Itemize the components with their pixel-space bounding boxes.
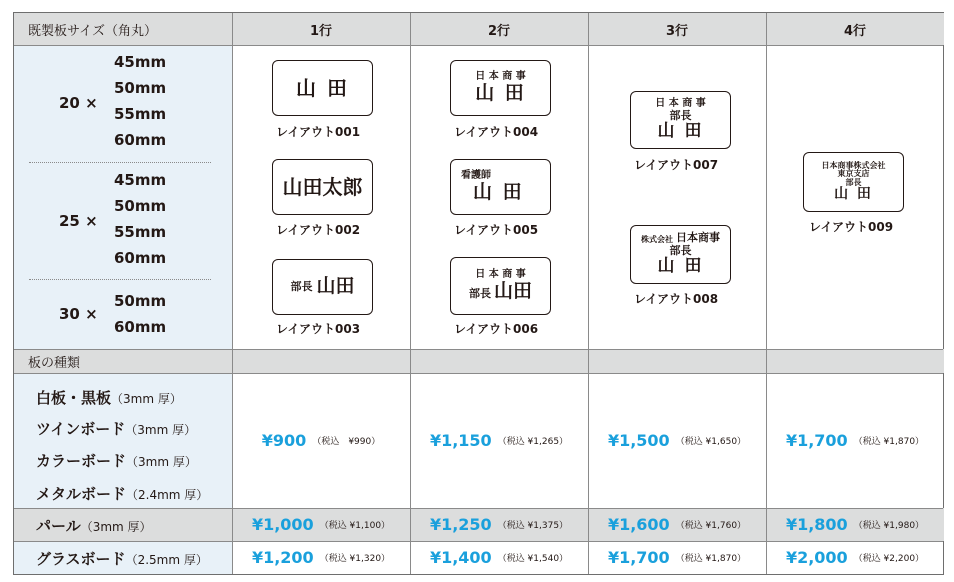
material-name: グラスボード <box>36 550 126 568</box>
price-glass-1 <box>232 541 410 574</box>
price-value: ¥1,000 <box>251 515 314 534</box>
layout-label: レイアウト004 <box>454 125 539 139</box>
plate-branch: 東京支店 <box>837 169 870 179</box>
price-tax: （税込 ¥1,375） <box>497 521 569 531</box>
price-tax: （税込 ¥2,200） <box>853 554 925 564</box>
plate-layout-003 <box>272 259 373 315</box>
price-value: ¥1,600 <box>607 515 670 534</box>
material-thickness: （3mm 厚） <box>111 392 182 406</box>
header-1-line: 1行 <box>232 13 410 45</box>
row-divider <box>14 373 943 374</box>
column-divider <box>232 13 233 574</box>
price-tax: （税込 ¥1,760） <box>675 521 747 531</box>
price-basic-4 <box>766 373 944 508</box>
plate-layout-002 <box>272 159 373 215</box>
price-glass-3 <box>588 541 766 574</box>
size-group-25 <box>14 167 232 277</box>
column-divider <box>766 13 767 574</box>
row-divider <box>14 349 943 350</box>
plate-title: 部長 <box>468 287 491 301</box>
plate-text: 山 田 <box>296 75 349 100</box>
size-length: 50mm <box>114 197 167 215</box>
header-2-lines: 2行 <box>410 13 588 45</box>
plate-title: 部長 <box>845 177 862 187</box>
price-tax: （税込 ¥1,870） <box>675 554 747 564</box>
material-thickness: （3mm 厚） <box>126 455 197 469</box>
price-glass-4 <box>766 541 944 574</box>
plate-layout-004 <box>450 60 551 116</box>
price-tax: （税込 ¥1,100） <box>319 521 391 531</box>
size-base: 25 × <box>59 212 98 230</box>
layout-label: レイアウト008 <box>634 292 719 306</box>
price-pearl-2 <box>410 508 588 541</box>
material-thickness: （3mm 厚） <box>80 520 152 534</box>
plate-name: 山 田 <box>834 186 873 203</box>
price-basic-2 <box>410 373 588 508</box>
plate-company: 日 本 商 事 <box>655 98 706 110</box>
plate-name: 山田 <box>316 275 355 298</box>
plate-layout-006 <box>450 257 551 315</box>
row-divider <box>14 508 943 509</box>
price-value: ¥1,200 <box>251 548 314 567</box>
header-3-lines: 3行 <box>588 13 766 45</box>
size-group-20 <box>14 49 232 159</box>
material-name: カラーボード <box>36 452 127 470</box>
material-thickness: （3mm 厚） <box>125 423 197 437</box>
plate-company: 日本商事 <box>676 231 720 245</box>
layout-label: レイアウト001 <box>276 125 361 139</box>
size-length: 55mm <box>114 223 167 241</box>
price-pearl-1 <box>232 508 410 541</box>
size-length: 45mm <box>114 171 167 189</box>
plate-layout-005 <box>450 159 551 215</box>
size-length: 60mm <box>114 318 167 336</box>
price-value: ¥900 <box>261 431 307 450</box>
price-value: ¥1,400 <box>429 548 492 567</box>
price-value: ¥1,150 <box>429 431 492 450</box>
plate-name: 山 田 <box>657 121 704 142</box>
price-pearl-4 <box>766 508 944 541</box>
plate-title: 部長 <box>290 279 313 293</box>
material-name: メタルボード <box>36 485 127 503</box>
material-item <box>36 548 208 569</box>
plate-title: 部長 <box>669 243 692 257</box>
price-tax: （税込 ¥1,870） <box>853 437 925 447</box>
plate-layout-001 <box>272 60 373 116</box>
size-length: 55mm <box>114 105 167 123</box>
layout-label: レイアウト005 <box>454 223 539 237</box>
size-length: 60mm <box>114 131 167 149</box>
price-basic-3 <box>588 373 766 508</box>
price-basic-1 <box>232 373 410 508</box>
price-tax: （税込 ¥990） <box>312 437 381 447</box>
plate-company-row <box>641 232 720 245</box>
plate-name-row <box>469 281 532 303</box>
material-header: 板の種類 <box>14 349 232 373</box>
price-tax: （税込 ¥1,650） <box>675 437 747 447</box>
column-divider <box>410 13 411 574</box>
material-item <box>36 450 197 471</box>
price-tax: （税込 ¥1,540） <box>497 554 569 564</box>
layout-label: レイアウト003 <box>276 322 361 336</box>
material-name: パール <box>36 517 81 535</box>
plate-layout-007 <box>630 91 731 149</box>
layout-label: レイアウト006 <box>454 322 539 336</box>
header-4-lines: 4行 <box>766 13 944 45</box>
material-thickness: （2.4mm 厚） <box>126 488 209 502</box>
plate-company: 日 本 商 事 <box>475 71 526 83</box>
price-tax: （税込 ¥1,265） <box>497 437 569 447</box>
layout-label: レイアウト002 <box>276 223 361 237</box>
material-item <box>36 387 182 408</box>
plate-name: 山 田 <box>473 180 524 203</box>
header-size: 既製板サイズ（角丸） <box>14 13 232 45</box>
plate-company: 日本商事株式会社 <box>821 161 886 171</box>
size-base: 30 × <box>59 305 98 323</box>
plate-name: 山 田 <box>475 81 526 104</box>
material-name: 白板・黒板 <box>36 389 112 407</box>
divider <box>29 162 211 163</box>
price-pearl-3 <box>588 508 766 541</box>
plate-name: 山 田 <box>657 256 704 277</box>
plate-title: 部長 <box>669 108 692 122</box>
size-base: 20 × <box>59 94 98 112</box>
plate-layout-008 <box>630 225 731 284</box>
material-item <box>36 483 208 504</box>
plate-title: 看護師 <box>461 170 491 182</box>
plate-company-type: 株式会社 <box>641 234 673 244</box>
size-length: 50mm <box>114 292 167 310</box>
size-group-30 <box>14 285 232 345</box>
price-value: ¥1,250 <box>429 515 492 534</box>
price-tax: （税込 ¥1,980） <box>853 521 925 531</box>
plate-layout-009 <box>803 152 904 212</box>
material-name: ツインボード <box>36 420 126 438</box>
price-value: ¥2,000 <box>785 548 848 567</box>
size-length: 45mm <box>114 53 167 71</box>
column-divider <box>588 13 589 574</box>
price-value: ¥1,800 <box>785 515 848 534</box>
divider <box>29 279 211 280</box>
row-divider <box>14 45 943 46</box>
price-tax: （税込 ¥1,320） <box>319 554 391 564</box>
plate-text: 山田太郎 <box>282 174 363 199</box>
price-table <box>13 12 944 575</box>
price-value: ¥1,700 <box>785 431 848 450</box>
price-value: ¥1,500 <box>607 431 670 450</box>
plate-name: 山田 <box>493 279 532 302</box>
row-divider <box>14 541 943 542</box>
price-value: ¥1,700 <box>607 548 670 567</box>
size-length: 50mm <box>114 79 167 97</box>
plate-company: 日 本 商 事 <box>475 269 526 281</box>
material-thickness: （2.5mm 厚） <box>125 553 208 567</box>
material-item <box>36 418 196 439</box>
layout-label: レイアウト007 <box>634 158 719 172</box>
size-length: 60mm <box>114 249 167 267</box>
layout-label: レイアウト009 <box>809 220 894 234</box>
material-item <box>36 515 152 536</box>
price-glass-2 <box>410 541 588 574</box>
